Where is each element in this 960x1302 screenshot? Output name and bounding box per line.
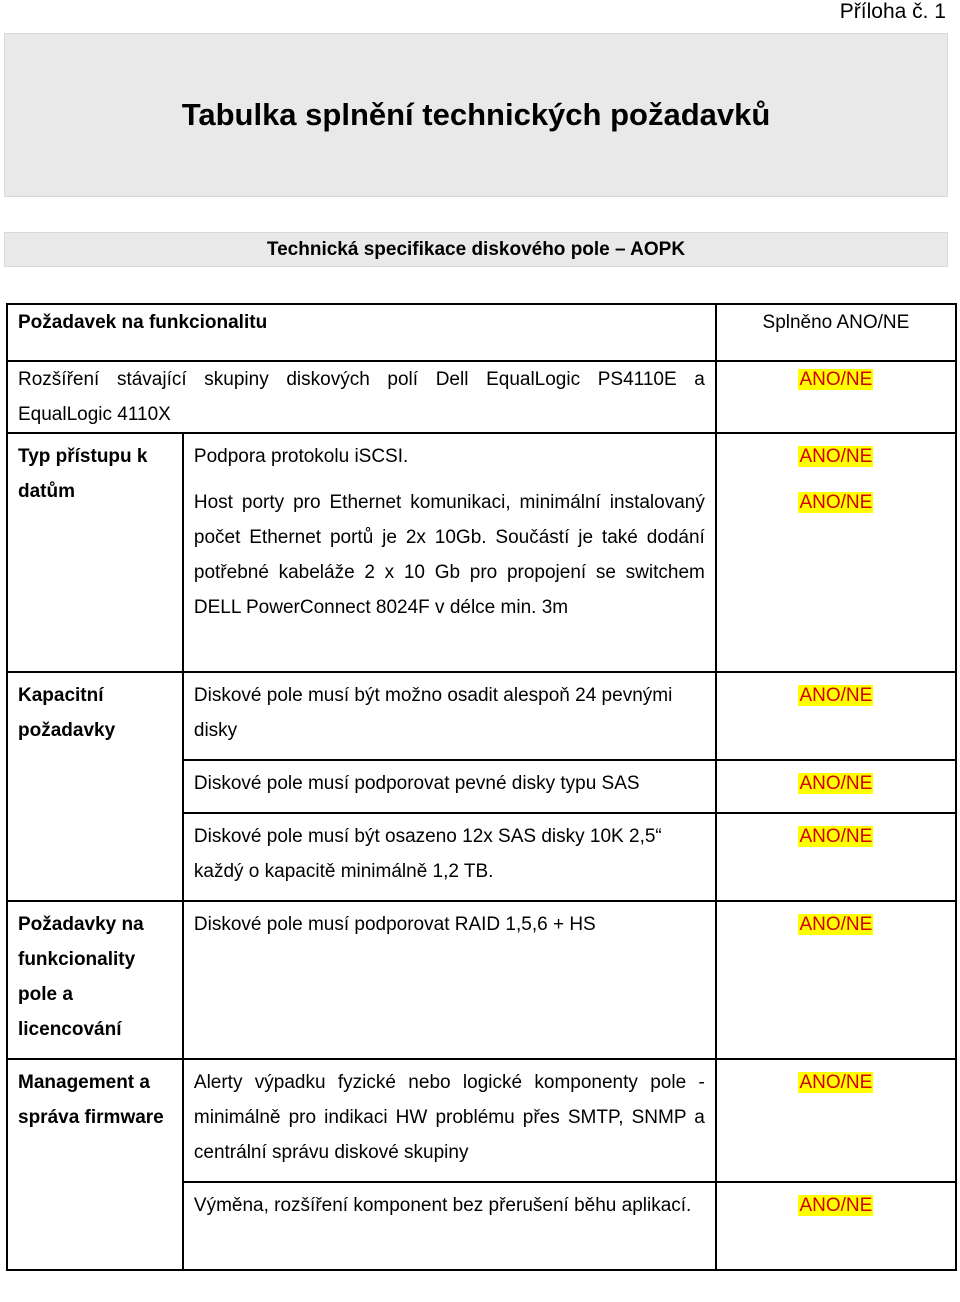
requirement-text: Diskové pole musí podporovat pevné disky typu SAS: [183, 760, 716, 813]
status-value: ANO/NE: [799, 914, 873, 935]
category-cell: Typ přístupu k datům: [7, 433, 183, 672]
annex-label: Příloha č. 1: [839, 0, 946, 23]
requirement-text: Host porty pro Ethernet komunikaci, minimální instalovaný počet Ethernet portů je 2x 10Gb. Součástí je také dodání potřebné kabeláže 2 x 10 Gb pro propojení se switchem DELL PowerConnect 8024F v délce min. 3m: [183, 485, 716, 672]
table-row: [7, 361, 956, 433]
requirement-text: Výměna, rozšíření komponent bez přerušení běhu aplikací.: [183, 1182, 716, 1270]
subtitle-box: [4, 232, 948, 267]
status-value: ANO/NE: [799, 685, 873, 706]
status-value: ANO/NE: [799, 1195, 873, 1216]
document-subtitle: Technická specifikace diskového pole – AOPK: [266, 238, 686, 260]
requirement-text: Diskové pole musí být možno osadit alespoň 24 pevnými disky: [183, 672, 716, 760]
title-box: [4, 33, 948, 197]
status-value: ANO/NE: [799, 446, 873, 467]
header-requirement: Požadavek na funkcionalitu: [7, 304, 716, 361]
table-row: [7, 672, 956, 760]
status-value: ANO/NE: [799, 492, 873, 513]
requirement-text: Diskové pole musí být osazeno 12x SAS disky 10K 2,5“ každý o kapacitě minimálně 1,2 TB.: [183, 813, 716, 901]
category-cell: Požadavky na funkcionality pole a licencování: [7, 901, 183, 1059]
header-fulfilled: Splněno ANO/NE: [716, 304, 956, 361]
status-value: ANO/NE: [799, 773, 873, 794]
table-row: [7, 901, 956, 1059]
status-value: ANO/NE: [799, 369, 873, 390]
table-row: [7, 433, 956, 485]
requirement-text: Alerty výpadku fyzické nebo logické komponenty pole - minimálně pro indikaci HW problému přes SMTP, SNMP a centrální správu diskové skupiny: [183, 1059, 716, 1182]
intro-requirement-text: Rozšíření stávající skupiny diskových polí Dell EqualLogic PS4110E a EqualLogic 4110X: [7, 361, 716, 433]
document-title: Tabulka splnění technických požadavků: [181, 97, 771, 132]
category-cell: Kapacitní požadavky: [7, 672, 183, 901]
requirement-text: Diskové pole musí podporovat RAID 1,5,6 + HS: [183, 901, 716, 1059]
status-value: ANO/NE: [799, 1072, 873, 1093]
status-value: ANO/NE: [799, 826, 873, 847]
category-cell: Management a správa firmware: [7, 1059, 183, 1270]
requirements-table: [6, 303, 957, 1271]
requirement-text: Podpora protokolu iSCSI.: [183, 433, 716, 485]
table-row: [7, 1059, 956, 1182]
table-header-row: [7, 304, 956, 361]
